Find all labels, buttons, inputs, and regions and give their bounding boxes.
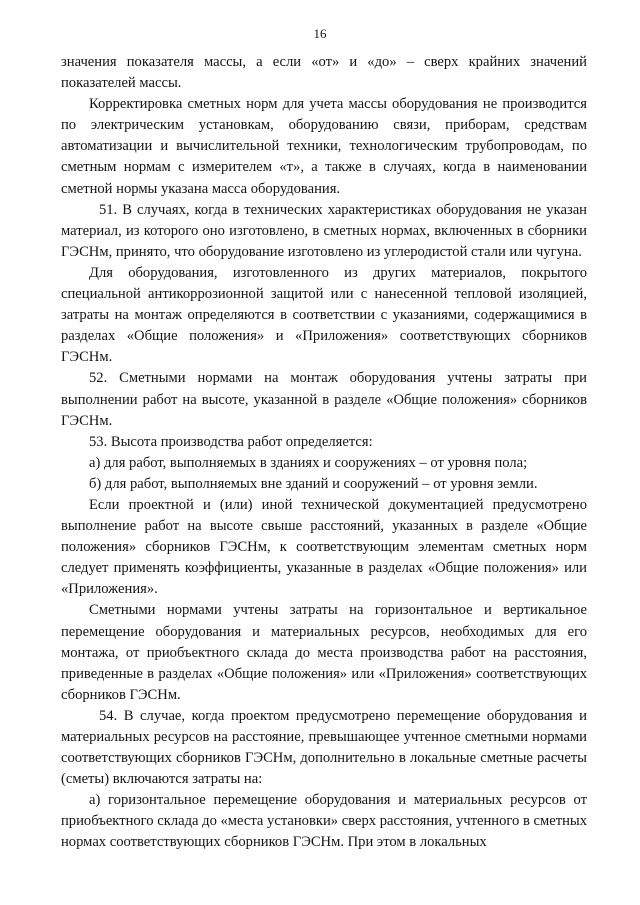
- paragraph-54: 54. В случае, когда проектом предусмотрено перемещение оборудования и материальных ресурсов на расстояние, превышающее учтенное сметными нормами соответствующих сборников ГЭСНм, дополнительно в локальные сметные расчеты (сметы) включаются затраты на:: [61, 707, 587, 788]
- page-number: 16: [313, 26, 327, 41]
- paragraph-53: 53. Высота производства работ определяется:: [89, 433, 373, 450]
- paragraph-correction-exceptions: Корректировка сметных норм для учета массы оборудования не производится по электрическим установкам, оборудованию связи, приборам, средствам автоматизации и вычислительной техники, технологическим трубопроводам, по сметным нормам с измерителем «т», а также в случаях, когда в наименовании сметной нормы указана масса оборудования.: [61, 96, 587, 197]
- document-body: [61, 52, 587, 854]
- paragraph-movement-costs: Сметными нормами учтены затраты на горизонтальное и вертикальное перемещение оборудования и материальных ресурсов, необходимых для его монтажа, от приобъектного склада до места производства работ на расстояния, приведенные в разделах «Общие положения» или «Приложения» соответствующих сборников ГЭСНм.: [61, 602, 587, 703]
- paragraph-53-item-a: а) для работ, выполняемых в зданиях и сооружениях – от уровня пола;: [89, 454, 528, 471]
- paragraph-continuation: значения показателя массы, а если «от» и «до» – сверх крайних значений показателей массы.: [61, 54, 587, 92]
- paragraph-other-materials: Для оборудования, изготовленного из других материалов, покрытого специальной антикоррозионной защитой или с нанесенной тепловой изоляцией, затраты на монтаж определяются в соответствии с указаниями, содержащимися в разделах «Общие положения» и «Приложения» соответствующих сборников ГЭСНм.: [61, 264, 587, 366]
- paragraph-52: 52. Сметными нормами на монтаж оборудования учтены затраты при выполнении работ на высоте, указанной в разделе «Общие положения» сборников ГЭСНм.: [61, 370, 587, 429]
- paragraph-height-coefficients: Если проектной и (или) иной технической документацией предусмотрено выполнение работ на высоте свыше расстояний, указанных в разделе «Общие положения» сборников ГЭСНм, к соответствующим элементам сметных норм следует применять коэффициенты, указанные в разделах «Общие положения» или «Приложения».: [61, 496, 587, 598]
- paragraph-51: 51. В случаях, когда в технических характеристиках оборудования не указан материал, из которого оно изготовлено, в сметных нормах, включенных в сборники ГЭСНм, принято, что оборудование изготовлено из углеродистой стали или чугуна.: [61, 201, 587, 260]
- paragraph-54-item-a: а) горизонтальное перемещение оборудования и материальных ресурсов от приобъектного склада до «места установки» сверх расстояния, учтенного в сметных нормах соответствующих сборников ГЭСНм. При этом в локальных: [61, 792, 587, 851]
- paragraph-53-item-b: б) для работ, выполняемых вне зданий и сооружений – от уровня земли.: [89, 475, 538, 492]
